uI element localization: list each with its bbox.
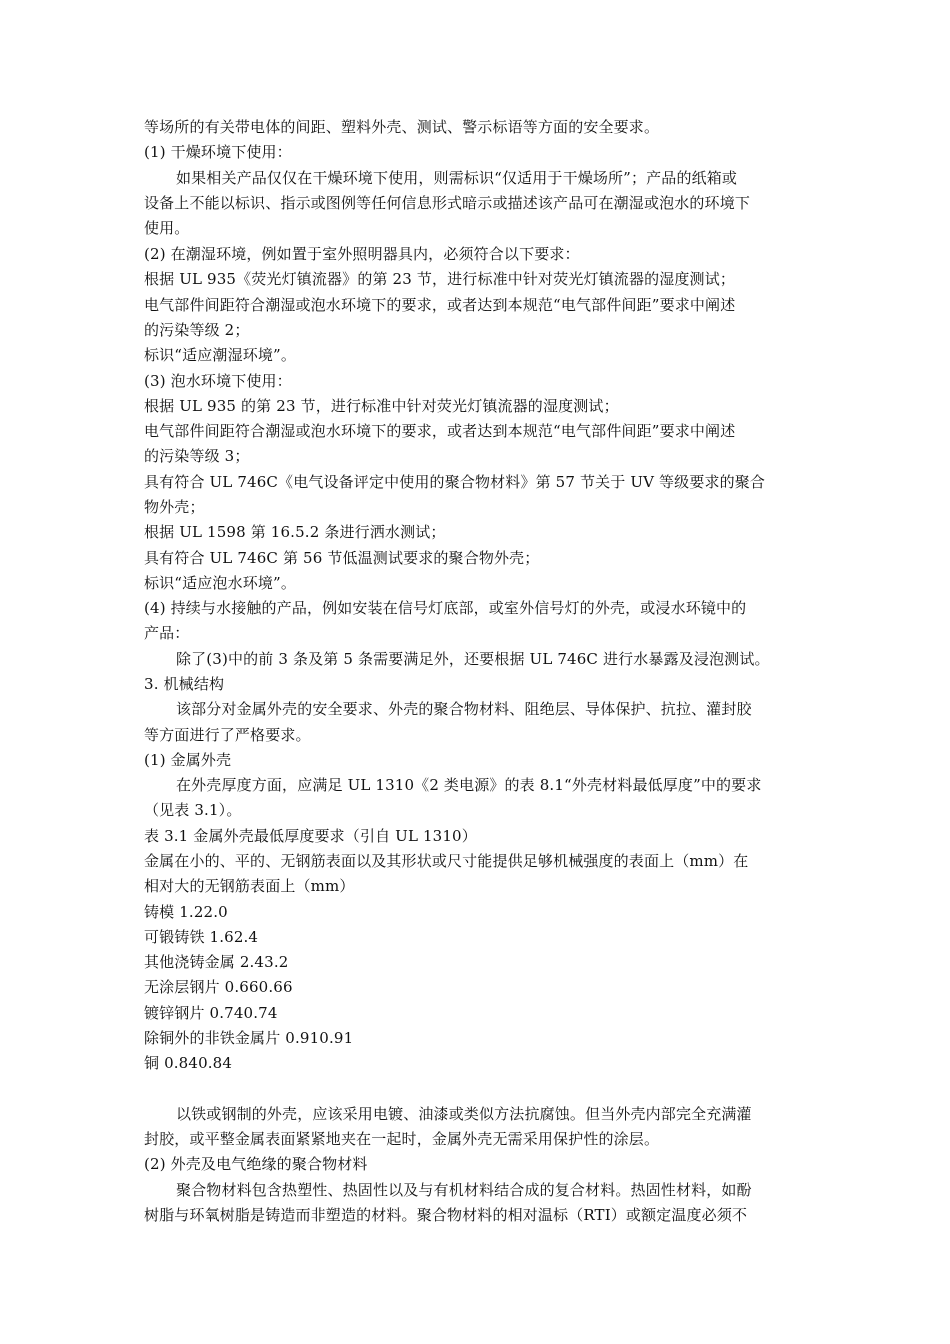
section-heading-mechanical: 3. 机械结构 (144, 675, 225, 693)
table-row: 除铜外的非铁金属片 0.910.91 (144, 1029, 354, 1047)
paragraph-line: 聚合物材料包含热塑性、热固性以及与有机材料结合成的复合材料。热固性材料，如酚 (176, 1181, 752, 1199)
table-caption: 表 3.1 金属外壳最低厚度要求（引自 UL 1310） (144, 827, 477, 845)
paragraph-line: 根据 UL 935《荧光灯镇流器》的第 23 节，进行标准中针对荧光灯镇流器的湿度测试； (144, 270, 735, 288)
paragraph-line: 除了(3)中的前 3 条及第 5 条需要满足外，还要根据 UL 746C 进行水暴露及浸泡测试。 (176, 650, 770, 668)
table-row: 可锻铸铁 1.62.4 (144, 928, 259, 946)
paragraph-line: 产品： (144, 624, 190, 642)
section-heading-wet: (3) 泡水环境下使用： (144, 372, 292, 390)
paragraph-line: 等场所的有关带电体的间距、塑料外壳、测试、警示标语等方面的安全要求。 (144, 118, 660, 136)
paragraph-line: 电气部件间距符合潮湿或泡水环境下的要求，或者达到本规范“电气部件间距”要求中阐述 (144, 296, 736, 314)
table-row: 铸模 1.22.0 (144, 903, 228, 921)
paragraph-line: 在外壳厚度方面，应满足 UL 1310《2 类电源》的表 8.1“外壳材料最低厚度”中的要求 (176, 776, 762, 794)
paragraph-line: 根据 UL 935 的第 23 节，进行标准中针对荧光灯镇流器的湿度测试； (144, 397, 619, 415)
paragraph-line: 以铁或钢制的外壳，应该采用电镀、油漆或类似方法抗腐蚀。但当外壳内部完全充满灌 (176, 1105, 752, 1123)
section-heading-metal-enclosure: (1) 金属外壳 (144, 751, 232, 769)
paragraph-line: 具有符合 UL 746C《电气设备评定中使用的聚合物材料》第 57 节关于 UV 等级要求的聚合 (144, 473, 766, 491)
paragraph-line: 的污染等级 3； (144, 447, 250, 465)
paragraph-line: 具有符合 UL 746C 第 56 节低温测试要求的聚合物外壳； (144, 549, 540, 567)
paragraph-line: 树脂与环氧树脂是铸造而非塑造的材料。聚合物材料的相对温标（RTI）或额定温度必须不 (144, 1206, 748, 1224)
paragraph-line: 标识“适应潮湿环境”。 (144, 346, 296, 364)
paragraph-line: 等方面进行了严格要求。 (144, 726, 311, 744)
section-heading-damp: (2) 在潮湿环境，例如置于室外照明器具内，必须符合以下要求： (144, 245, 580, 263)
table-row: 铜 0.840.84 (144, 1054, 233, 1072)
table-row: 无涂层钢片 0.660.66 (144, 978, 293, 996)
section-heading-water-contact: (4) 持续与水接触的产品，例如安装在信号灯底部，或室外信号灯的外壳，或浸水环镜中的 (144, 599, 747, 617)
table-header-line: 相对大的无钢筋表面上（mm） (144, 877, 355, 895)
paragraph-line: 封胶，或平整金属表面紧紧地夹在一起时，金属外壳无需采用保护性的涂层。 (144, 1130, 660, 1148)
paragraph-line: 物外壳； (144, 498, 205, 516)
paragraph-line: 如果相关产品仅仅在干燥环境下使用，则需标识“仅适用于干燥场所”；产品的纸箱或 (176, 169, 738, 187)
table-row: 镀锌钢片 0.740.74 (144, 1004, 278, 1022)
paragraph-line: 使用。 (144, 219, 190, 237)
paragraph-line: 该部分对金属外壳的安全要求、外壳的聚合物材料、阻绝层、导体保护、抗拉、灌封胶 (176, 700, 752, 718)
section-heading-polymer: (2) 外壳及电气绝缘的聚合物材料 (144, 1155, 368, 1173)
paragraph-line: 电气部件间距符合潮湿或泡水环境下的要求，或者达到本规范“电气部件间距”要求中阐述 (144, 422, 736, 440)
section-heading-dry: (1) 干燥环境下使用： (144, 143, 292, 161)
table-row: 其他浇铸金属 2.43.2 (144, 953, 289, 971)
paragraph-line: 标识“适应泡水环境”。 (144, 574, 296, 592)
table-header-line: 金属在小的、平的、无钢筋表面以及其形状或尺寸能提供足够机械强度的表面上（mm）在 (144, 852, 749, 870)
paragraph-line: 根据 UL 1598 第 16.5.2 条进行洒水测试； (144, 523, 446, 541)
paragraph-line: 的污染等级 2； (144, 321, 250, 339)
paragraph-line: 设备上不能以标识、指示或图例等任何信息形式暗示或描述该产品可在潮湿或泡水的环境下 (144, 194, 751, 212)
paragraph-line: （见表 3.1）。 (144, 801, 242, 819)
